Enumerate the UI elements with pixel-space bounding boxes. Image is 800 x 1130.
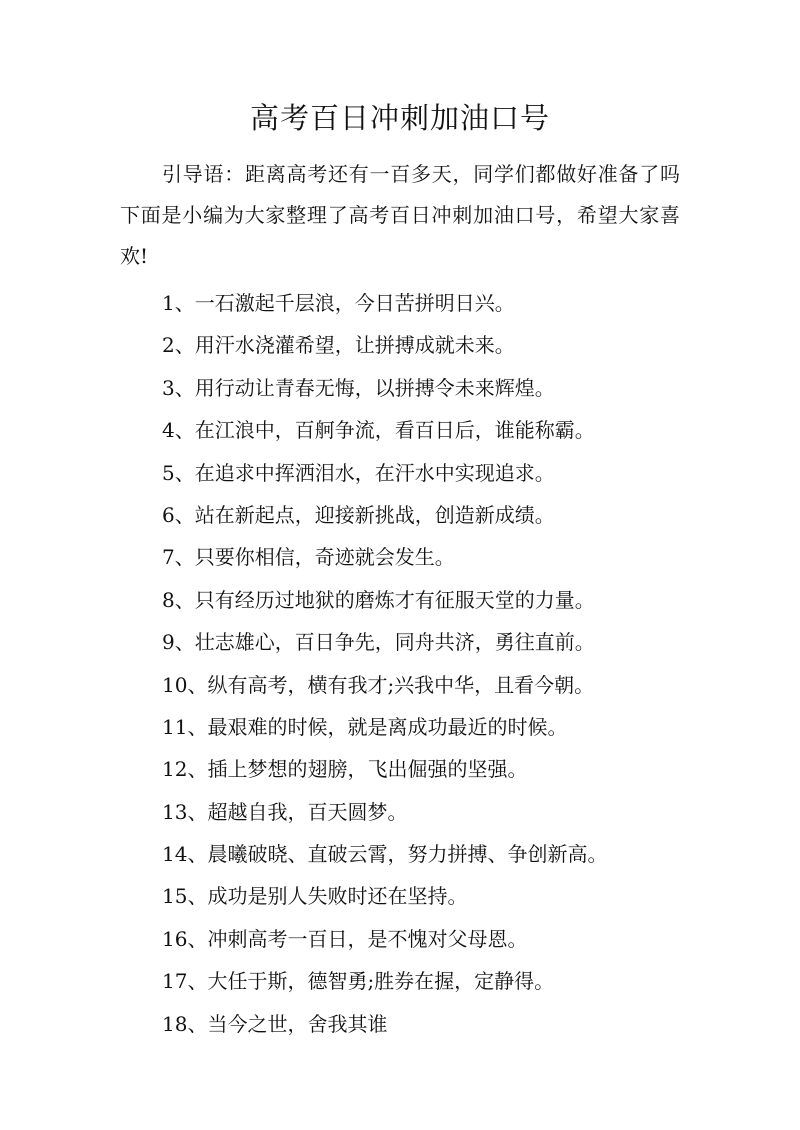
list-item: 10、纵有高考，横有我才;兴我中华，且看今朝。 <box>162 672 595 697</box>
list-item: 13、超越自我，百天圆梦。 <box>162 799 408 824</box>
list-item: 2、用汗水浇灌希望，让拼搏成就未来。 <box>162 333 515 358</box>
list-item: 16、冲刺高考一百日，是不愧对父母恩。 <box>162 926 528 951</box>
list-item: 1、一石激起千层浪，今日苦拼明日兴。 <box>162 291 515 315</box>
list-item: 18、当今之世，舍我其谁 <box>162 1011 388 1036</box>
list-item: 15、成功是别人失败时还在坚持。 <box>162 884 468 909</box>
list-item: 9、壮志雄心，百日争先，同舟共济，勇往直前。 <box>162 630 595 655</box>
list-item: 4、在江浪中，百舸争流，看百日后，谁能称霸。 <box>162 418 595 443</box>
list-item: 14、晨曦破晓、直破云霄，努力拼搏、争创新高。 <box>162 842 608 867</box>
list-item: 11、最艰难的时候，就是离成功最近的时候。 <box>162 714 568 739</box>
list-item: 7、只要你相信，奇迹就会发生。 <box>162 545 455 570</box>
document-title: 高考百日冲刺加油口号 <box>249 101 550 135</box>
list-item: 12、插上梦想的翅膀，飞出倔强的坚强。 <box>162 757 528 782</box>
list-item: 5、在追求中挥洒泪水，在汗水中实现追求。 <box>162 460 555 485</box>
list-item: 3、用行动让青春无悔，以拼搏令未来辉煌。 <box>162 375 555 400</box>
list-item: 17、大任于斯，德智勇;胜券在握，定静得。 <box>162 969 555 994</box>
slogan-list <box>162 282 682 1045</box>
list-item: 6、站在新起点，迎接新挑战，创造新成绩。 <box>162 502 555 527</box>
intro-paragraph: 引导语：距离高考还有一百多天，同学们都做好准备了吗下面是小编为大家整理了高考百日冲刺加油口号，希望大家喜欢! <box>120 162 680 268</box>
list-item: 8、只有经历过地狱的磨炼才有征服天堂的力量。 <box>162 587 595 612</box>
